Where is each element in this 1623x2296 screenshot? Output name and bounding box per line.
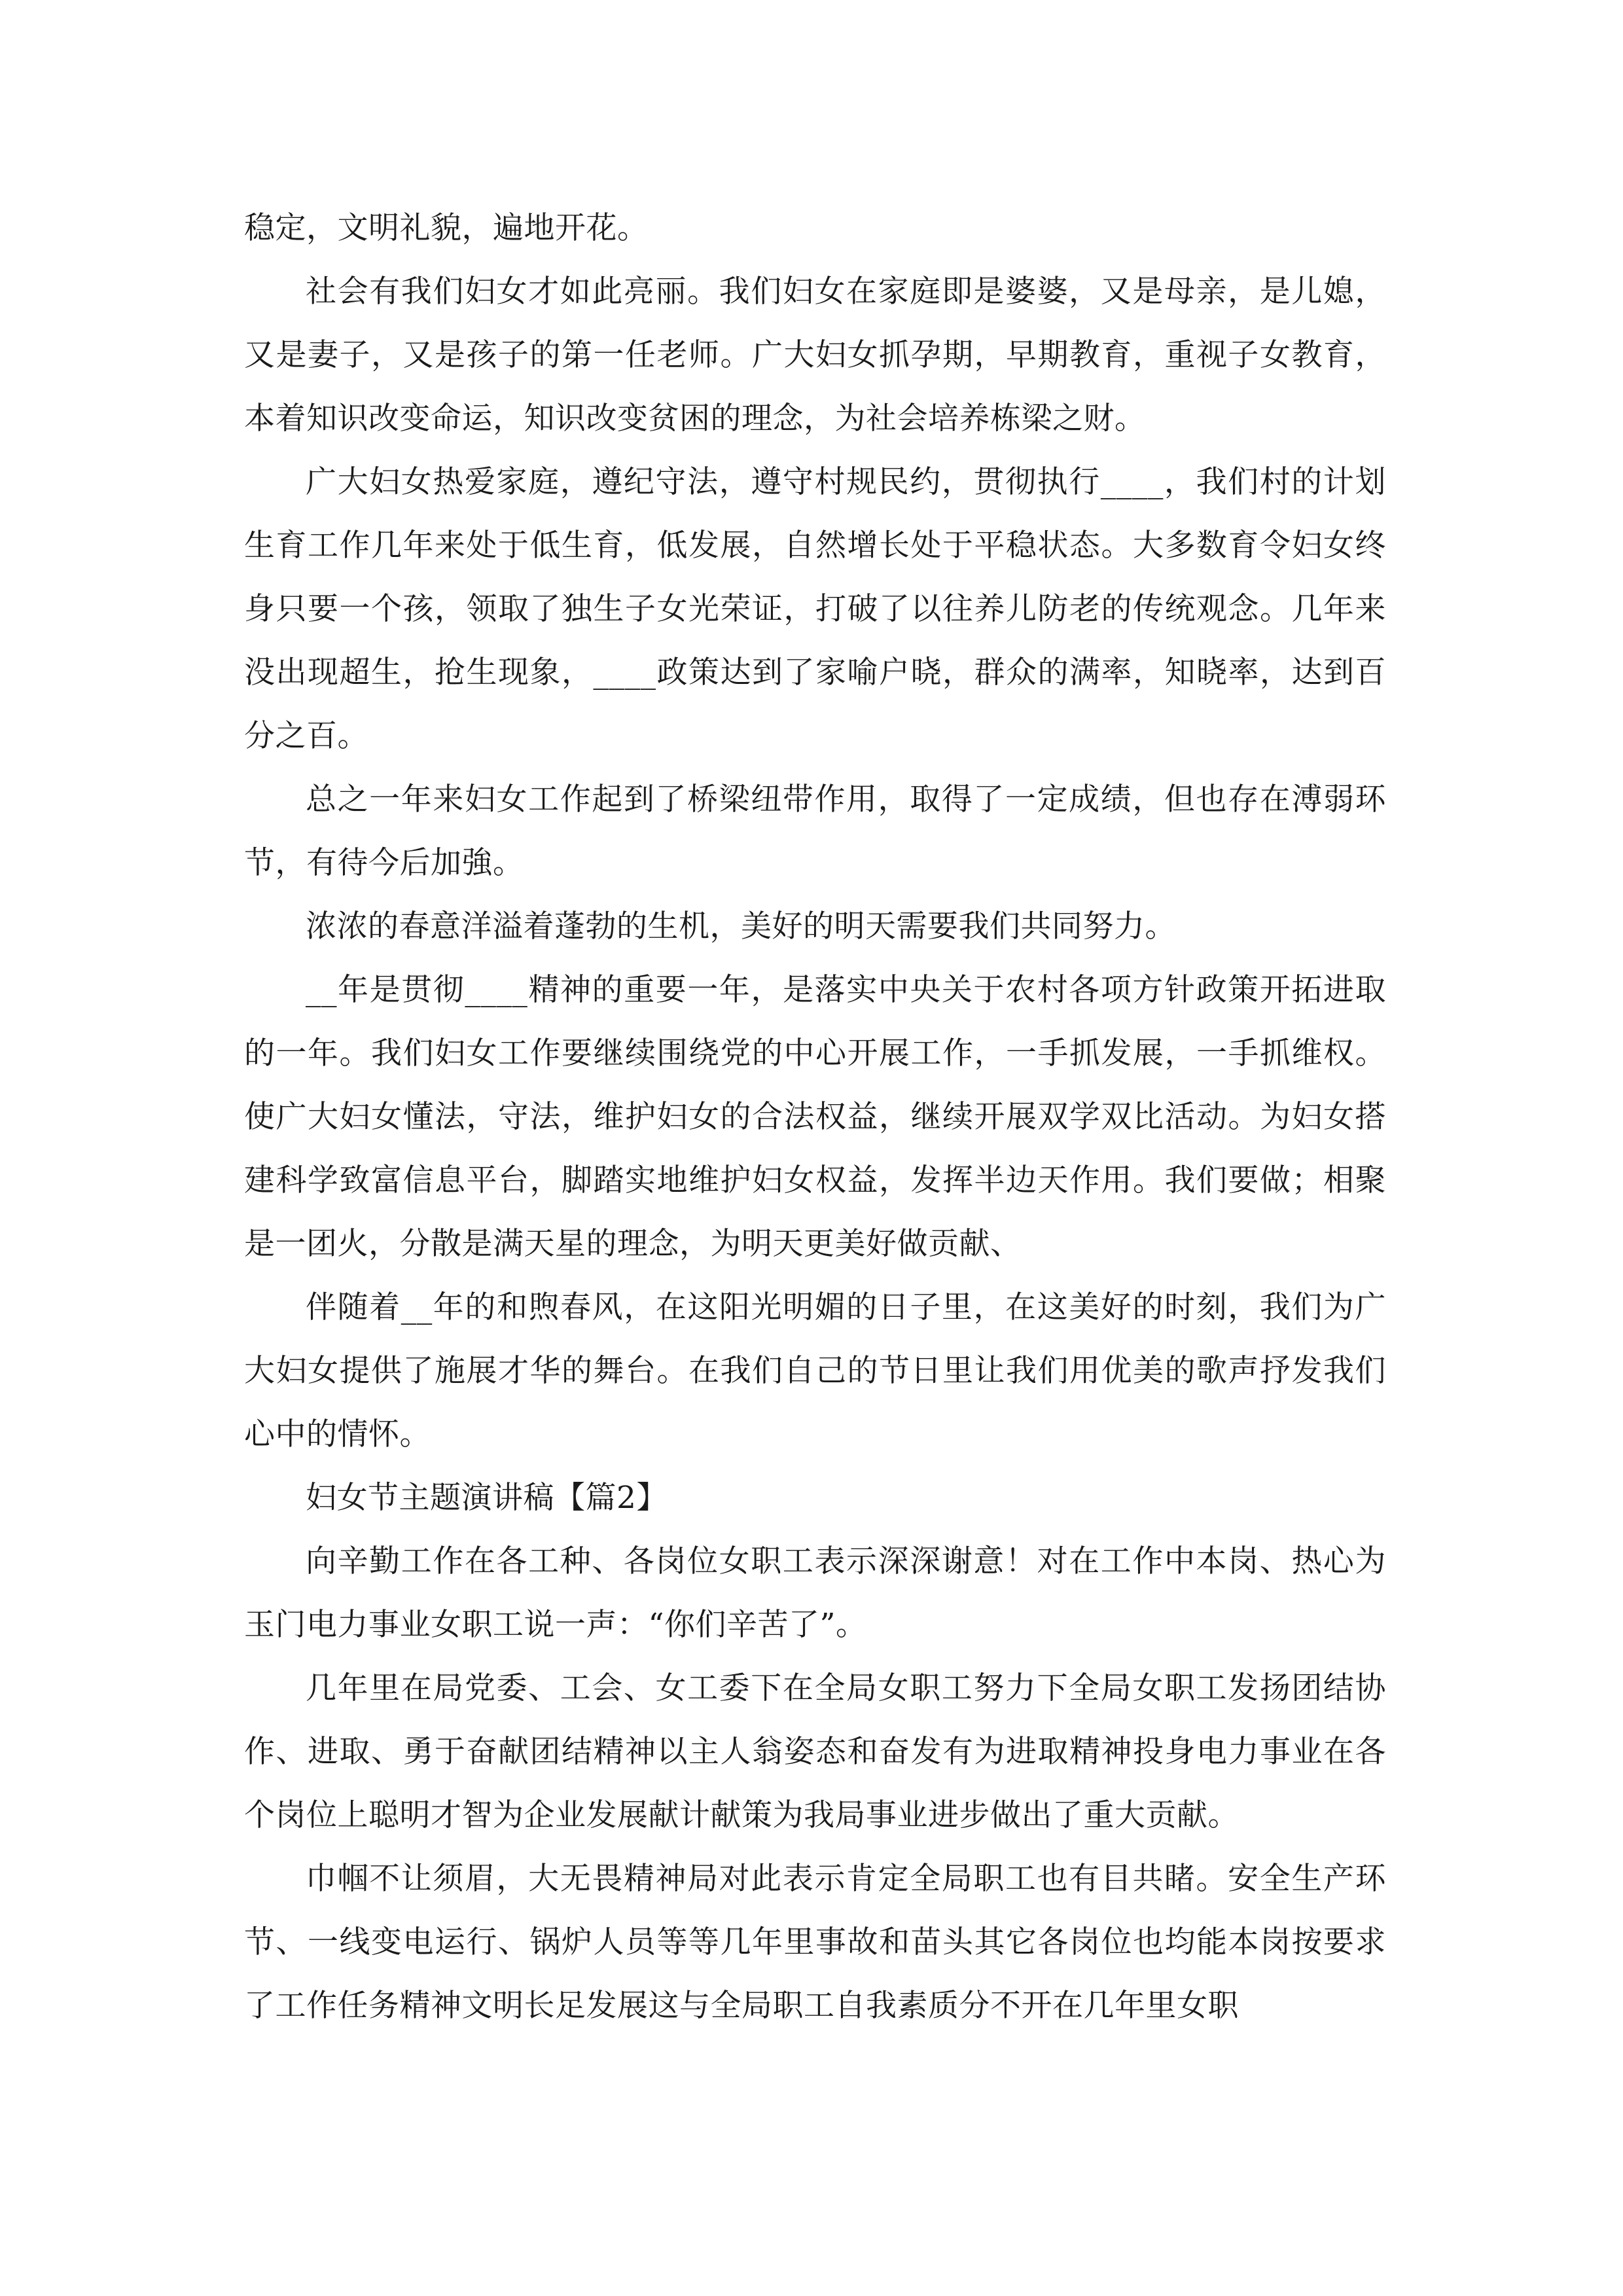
paragraph: 社会有我们妇女才如此亮丽。我们妇女在家庭即是婆婆，又是母亲，是儿媳，又是妻子，又是孩子的第一任老师。广大妇女抓孕期，早期教育，重视子女教育，本着知识改变命运，知识改变贫困的理念，为社会培养栋梁之财。 bbox=[244, 274, 1386, 437]
document-body bbox=[244, 196, 1386, 2037]
section-heading: 妇女节主题演讲稿【篇2】 bbox=[306, 1480, 668, 1516]
paragraph: 向辛勤工作在各工种、各岗位女职工表示深深谢意！对在工作中本岗、热心为玉门电力事业女职工说一声：“你们辛苦了”。 bbox=[244, 1543, 1386, 1643]
paragraph: 伴随着__年的和煦春风，在这阳光明媚的日子里，在这美好的时刻，我们为广大妇女提供了施展才华的舞台。在我们自己的节日里让我们用优美的歌声抒发我们心中的情怀。 bbox=[244, 1289, 1386, 1452]
paragraph: 稳定，文明礼貌，遍地开花。 bbox=[244, 210, 649, 246]
paragraph: 巾帼不让须眉，大无畏精神局对此表示肯定全局职工也有目共睹。安全生产环节、一线变电运行、锅炉人员等等几年里事故和苗头其它各岗位也均能本岗按要求了工作任务精神文明长足发展这与全局职工自我素质分不开在几年里女职 bbox=[244, 1861, 1386, 2024]
paragraph: 几年里在局党委、工会、女工委下在全局女职工努力下全局女职工发扬团结协作、进取、勇于奋献团结精神以主人翁姿态和奋发有为进取精神投身电力事业在各个岗位上聪明才智为企业发展献计献策为我局事业进步做出了重大贡献。 bbox=[244, 1670, 1386, 1833]
paragraph: 浓浓的春意洋溢着蓬勃的生机，美好的明天需要我们共同努力。 bbox=[306, 908, 1176, 944]
paragraph: 广大妇女热爱家庭，遵纪守法，遵守村规民约，贯彻执行____，我们村的计划生育工作几年来处于低生育，低发展，自然增长处于平稳状态。大多数育令妇女终身只要一个孩，领取了独生子女光荣证，打破了以往养儿防老的传统观念。几年来没出现超生，抢生现象，____政策达到了家喻户晓，群众的满率，知晓率，达到百分之百。 bbox=[244, 464, 1386, 754]
paragraph: 总之一年来妇女工作起到了桥梁纽带作用，取得了一定成绩，但也存在溥弱环节，有待今后加強。 bbox=[244, 781, 1386, 881]
paragraph: __年是贯彻____精神的重要一年，是落实中央关于农村各项方针政策开拓进取的一年。我们妇女工作要继续围绕党的中心开展工作，一手抓发展，一手抓维权。使广大妇女懂法，守法，维护妇女的合法权益，继续开展双学双比活动。为妇女搭建科学致富信息平台，脚踏实地维护妇女权益，发挥半边天作用。我们要做；相聚是一团火，分散是满天星的理念，为明天更美好做贡献、 bbox=[244, 972, 1386, 1262]
